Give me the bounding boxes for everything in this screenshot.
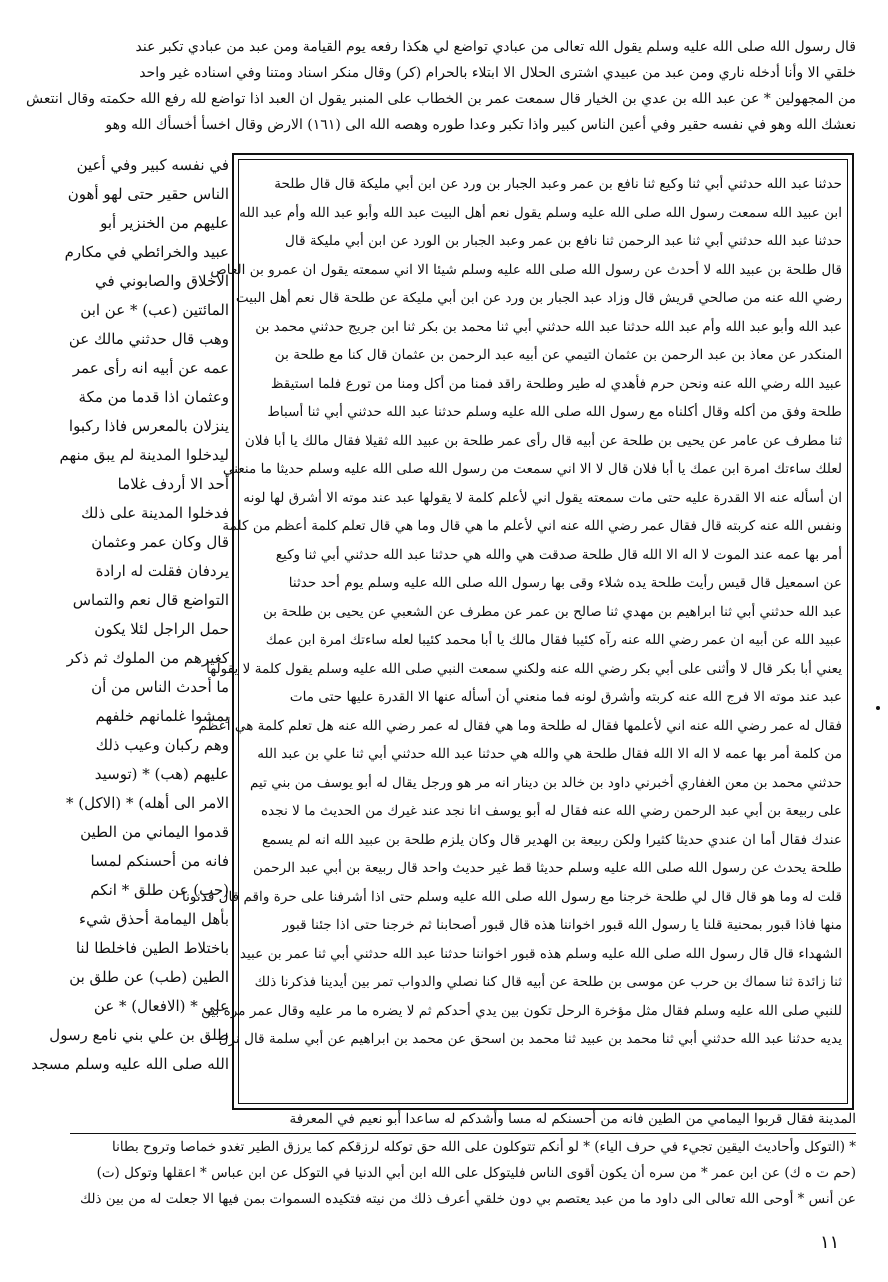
side-text-line: كغيرهم من الملوك ثم ذكر bbox=[66, 649, 229, 667]
main-text-line: ثنا مطرف عن عامر عن يحيى بن طلحة عن أبيه قال رأى عمر طلحة بن عبيد الله ثقيلا فقال مالك يا أبا فلان bbox=[244, 432, 842, 449]
side-text-line: فدخلوا المدينة على ذلك bbox=[81, 504, 229, 522]
main-text-line: ونفس الله عنه كربته قال فقال عمر رضي الله عنه اني لأعلم ما هي قال وما هي قال تعلم كلمة أعظم من كلمة bbox=[222, 518, 842, 534]
top-text-line: قال رسول الله صلى الله عليه وسلم يقول الله تعالى من عبادي تواضع لي هكذا رفعه يوم القيامة ومن عبد من عبادي تكبر عند bbox=[135, 39, 856, 55]
main-text-line: عبيد الله عن أبيه ان عمر رضي الله عنه رآه كئيبا فقال مالك يا أبا محمد كئيبا لعله ساءتك امرة ابن عمك bbox=[265, 632, 842, 648]
main-text-line: لعلك ساءتك امرة ابن عمك يا أبا فلان قال لا الا اني سمعت من رسول الله صلى الله عليه وسلم حديثا ما منعني bbox=[222, 461, 842, 477]
margin-dot bbox=[876, 706, 880, 710]
main-text-line: على ربيعة بن أبي عبد الرحمن رضي الله عنه فقال له أبو يوسف انا نجد عند غيرك من الحديث ما لا نجده bbox=[261, 803, 842, 819]
main-text-line: قال طلحة بن عبيد الله لا أحدث عن رسول الله صلى الله عليه وسلم شيئا الا اني سمعته يقول ان عمرو بن العاص bbox=[210, 261, 842, 278]
side-text-line: عبيد والخرائطي في مكارم bbox=[64, 243, 229, 261]
side-text-line: المائتين (عب) * عن ابن bbox=[80, 301, 229, 319]
top-text-line: نعشك الله وهو في نفسه حقير وفي أعين الناس كبير واذا تكبر وعدا طوره وهصه الله الى (١٦١) الارض وقال اخسأ أخسأك الله وهو bbox=[105, 117, 856, 133]
side-text-line: فانه من أحسنكم لمسا bbox=[90, 852, 229, 870]
main-text-line: عن اسمعيل قال قيس رأيت طلحة يده شلاء وقى بها رسول الله صلى الله عليه وسلم يوم أحد حدثنا bbox=[288, 575, 842, 591]
side-text-line: وعثمان اذا قدما من مكة bbox=[78, 388, 229, 406]
side-text-line: طلق بن علي بني نامع رسول bbox=[49, 1026, 229, 1044]
footer-text-line: (حم ت ه ك) عن ابن عمر * من سره أن يكون أقوى الناس فليتوكل على الله ابن أبي الدنيا في التوكل عن ابن عباس * اعقلها وتوكل (ت) bbox=[96, 1165, 856, 1181]
side-text-line: يردفان فقلت له ارادة bbox=[95, 562, 229, 580]
side-text-line: عليهم (هب) * (توسيد bbox=[94, 765, 229, 783]
main-text-line: الشهداء قال قال رسول الله صلى الله عليه وسلم هذه قبور اخواننا حدثنا عبد الله حدثني أبي ثنا عمر بن عبيد bbox=[239, 945, 842, 962]
side-text-line: الطين (طب) عن طلق بن bbox=[69, 968, 229, 986]
main-text-line: للنبي صلى الله عليه وسلم فقال مثل مؤخرة الرحل تكون بين يدي أحدكم ثم لا يضره ما مر عليه وقال عمر مرة بين bbox=[201, 1002, 842, 1019]
main-text-line: فقال له عمر رضي الله عنه اني لأعلمها فقال له طلحة وما هي فقال له عمر رضي الله عنه هل تعلم كلمة هي أعظم bbox=[198, 717, 842, 734]
main-text-line: يديه حدثنا عبد الله حدثني أبي ثنا محمد بن عبيد ثنا محمد بن اسحق عن محمد بن ابراهيم عن أبي سلمة قال نزل bbox=[218, 1031, 842, 1047]
main-text-line: المنكدر عن معاذ بن عبد الرحمن بن عثمان التيمي عن أبيه عبد الرحمن بن عثمان قال كنا مع طلحة بن bbox=[274, 347, 842, 363]
side-text-line: يمشوا غلمانهم خلفهم bbox=[95, 707, 229, 725]
side-text-line: الله صلى الله عليه وسلم مسجد bbox=[31, 1055, 229, 1073]
main-text-line: عبيد الله رضي الله عنه ونحن حرم فأهدي له طير وطلحة راقد فمنا من أكل ومنا من تورع فلما استيقظ bbox=[270, 375, 842, 392]
side-text-line: في نفسه كبير وفي أعين bbox=[76, 156, 229, 174]
side-text-line: وهب قال حدثني مالك عن bbox=[68, 330, 229, 348]
side-text-line: عليهم من الخنزير أبو bbox=[100, 214, 229, 232]
side-text-line: وهم ركبان وعيب ذلك bbox=[95, 736, 229, 754]
main-text-line: رضي الله عنه من صالحي قريش قال وزاد عبد الجبار بن ورد عن ابن أبي مليكة عن طلحة قال نعم أهل البيت bbox=[235, 290, 842, 306]
side-text-line: (حب) عن طلق * انكم bbox=[90, 881, 229, 899]
side-text-line: الاخلاق والصابوني في bbox=[95, 272, 229, 290]
main-text-line: حدثنا عبد الله حدثني أبي ثنا عبد الرحمن ثنا نافع بن عمر وعبد الجبار بن الورد عن ابن أبي مليكة قال bbox=[285, 233, 842, 249]
side-text-line: بأهل اليمامة أحذق شيء bbox=[79, 910, 229, 928]
main-text-line: قلت له وما هو قال قال لي طلحة خرجنا مع رسول الله صلى الله عليه وسلم حتى اذا أشرفنا على حرة واقم قال فدنونا bbox=[181, 888, 842, 905]
top-text-line: خلقي الا وأنا أدخله ناري ومن عبد من عبيدي اشترى الحلال الا ابتلاء بالحرام (كر) وقال منكر اسناد ومتنا وفي اسناده غير واحد bbox=[139, 65, 856, 81]
page-number: ١١ bbox=[820, 1232, 840, 1253]
main-text-line: طلحة يحدث عن رسول الله صلى الله عليه وسلم حديثا قط غير حديث واحد قال ربيعة بن أبي عبد الرحمن bbox=[252, 860, 842, 876]
main-text-line: أمر بها عمه عند الموت لا اله الا الله قال طلحة صدقت هي والله هي حدثنا عبد الله حدثني أبي ثنا وكيع bbox=[275, 546, 842, 563]
main-text-line: يعني أبا بكر قال لا وأثنى على أبي بكر رضي الله عنه ولكني سمعت النبي صلى الله عليه وسلم يقول كلمة لا يقولها bbox=[206, 660, 842, 677]
side-text-line: ما أحدث الناس من أن bbox=[91, 678, 229, 696]
footer-text-line: عن أنس * أوحى الله تعالى الى داود ما من عبد يعتصم بي دون خلقي أعرف ذلك من نيته فتكيده السموات بمن فيها الا جعلت له من بين ذلك bbox=[80, 1191, 856, 1207]
separator-line bbox=[70, 1133, 856, 1134]
side-text-line: الامر الى أهله) * (الاكل) * bbox=[66, 794, 229, 812]
main-text-line: منها فاذا قبور بمحنية قلنا يا رسول الله قبور اخواننا هذه قال قبور أصحابنا ثم خرجنا حتى اذا جئنا قبور bbox=[282, 917, 842, 933]
main-text-line: حدثني محمد بن معن الغفاري أخبرني داود بن خالد بن دينار انه مر هو ورجل يقال له أبو يوسف من بني تيم bbox=[249, 774, 842, 791]
main-text-line: طلحة وفق من أكله وقال أكلناه مع رسول الله صلى الله عليه وسلم حدثنا عبد الله حدثني أبي ثنا أسباط bbox=[267, 404, 842, 420]
main-text-line: حدثنا عبد الله حدثني أبي ثنا وكيع ثنا نافع بن عمر وعبد الجبار بن ورد عن ابن أبي مليكة قال قال طلحة bbox=[274, 176, 842, 192]
top-text-line: من المجهولين * عن عبد الله بن عدي بن الخيار قال سمعت عمر بن الخطاب على المنبر يقول ان العبد اذا تواضع لله رفع الله حكمته وقال انتعش bbox=[26, 91, 856, 107]
side-text-line: التواضع قال نعم والتماس bbox=[72, 591, 229, 609]
side-text-line: أحد الا أردف غلاما bbox=[117, 475, 229, 493]
main-text-line: ان أسأله عنه الا القدرة عليه حتى مات سمعته يقول اني لأعلم كلمة لا يقولها عبد عند موته الا أشرق لها لونه bbox=[243, 489, 842, 506]
main-text-line: من كلمة أمر بها عمه لا اله الا الله فقال طلحة هي والله هي حدثنا عبد الله حدثني أبي ثنا علي بن عبد الله bbox=[257, 746, 842, 762]
side-text-line: قال وكان عمر وعثمان bbox=[91, 533, 229, 551]
side-text-line: عمه عن أبيه انه رأى عمر bbox=[72, 359, 229, 377]
side-text-line: علي * (الافعال) * عن bbox=[93, 997, 229, 1015]
main-text-line: عبد الله وأبو عبد الله وأم عبد الله حدثنا عبد الله حدثني أبي ثنا محمد بن بكر ثنا ابن جريج حدثني محمد بن bbox=[255, 318, 842, 335]
side-text-line: ليدخلوا المدينة لم يبق منهم bbox=[59, 446, 229, 464]
side-text-line: باختلاط الطين فاخلطا لنا bbox=[75, 939, 229, 957]
footer-text-line: * (التوكل وأحاديث اليقين تجيء في حرف الياء) * لو أنكم تتوكلون على الله حق توكله لرزقكم كما يرزق الطير تغدو خماصا وتروح بطانا bbox=[111, 1139, 856, 1155]
side-text-line: قدموا اليماني من الطين bbox=[80, 823, 229, 841]
main-text-line: عبد عند موته الا فرج الله عنه كربته وأشرق لونه فما منعني أن أسأله عنها الا القدرة عليها حتى مات bbox=[289, 689, 842, 705]
side-text-line: حمل الراجل لئلا يكون bbox=[94, 620, 229, 638]
main-text-line: ثنا زائدة ثنا سماك بن حرب عن موسى بن طلحة عن أبيه قال كنا نصلي والدواب تمر بين أيدينا فذكرنا ذلك bbox=[254, 974, 842, 990]
main-text-line: عبد الله حدثني أبي ثنا ابراهيم بن مهدي ثنا صالح بن عمر عن مطرف عن الشعبي عن يحيى بن طلحة بن bbox=[262, 603, 842, 620]
side-text-line: ينزلان بالمعرس فاذا ركبوا bbox=[68, 417, 229, 435]
side-text-line: الناس حقير حتى لهو أهون bbox=[67, 185, 229, 203]
main-text-line: ابن عبيد الله سمعت رسول الله صلى الله عليه وسلم يقول نعم أهل البيت عبد الله وأبو عبد الله وأم عبد الله bbox=[239, 204, 842, 221]
main-text-line: عندك فقال أما ان عندي حديثا كثيرا ولكن ربيعة بن الهدير قال وكان يلزم طلحة بن عبيد الله انه لم يسمع bbox=[261, 831, 842, 848]
footer-text-line: المدينة فقال قربوا اليمامي من الطين فانه من أحسنكم له مسا وأشدكم له ساعدا أبو نعيم في المعرفة bbox=[289, 1111, 856, 1127]
